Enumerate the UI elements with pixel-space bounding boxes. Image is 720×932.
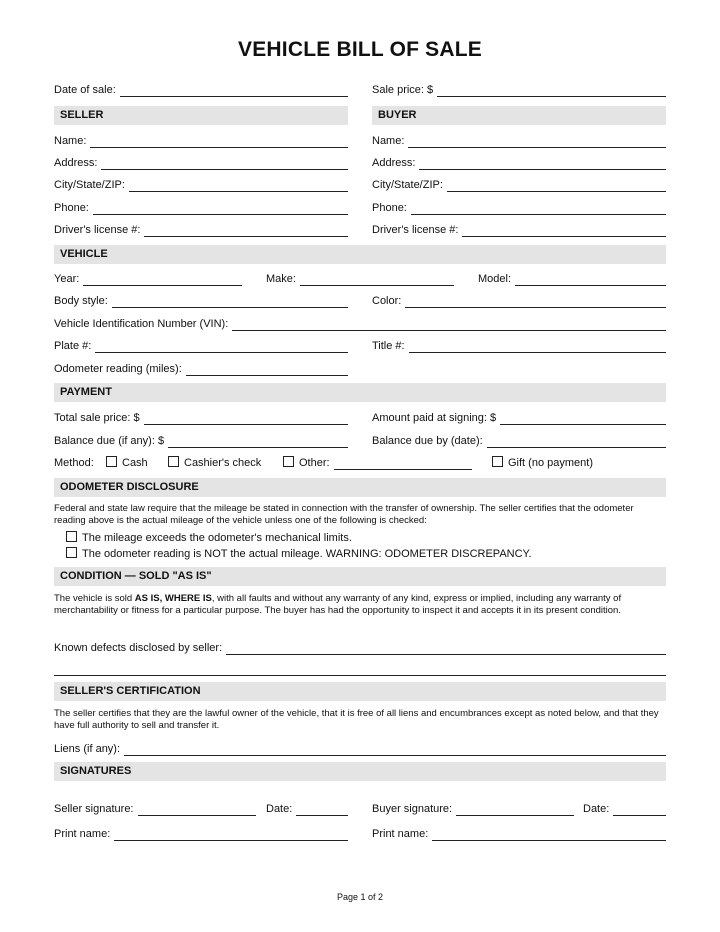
buyer-license-label: Driver's license #: xyxy=(372,224,459,236)
buyer-heading-bar xyxy=(372,106,666,125)
signatures-heading-bar xyxy=(54,762,666,781)
date-of-sale-label: Date of sale: xyxy=(54,84,116,96)
date-of-sale-line[interactable] xyxy=(120,85,348,97)
plate-title-row xyxy=(54,337,666,353)
amount-paid-line[interactable] xyxy=(500,413,666,425)
buyer-name-field[interactable] xyxy=(372,132,666,148)
liens-row xyxy=(54,740,666,756)
known-defects-line[interactable] xyxy=(226,643,666,655)
buyer-date-line[interactable] xyxy=(613,804,666,816)
seller-phone-line[interactable] xyxy=(93,203,348,215)
body-style-field[interactable] xyxy=(54,292,348,308)
seller-name-line[interactable] xyxy=(90,136,348,148)
year-label: Year: xyxy=(54,273,80,285)
seller-address-field[interactable] xyxy=(54,154,348,170)
buyer-date-field[interactable] xyxy=(583,800,666,816)
model-line[interactable] xyxy=(515,274,666,286)
known-defects-label: Known defects disclosed by seller: xyxy=(54,642,223,654)
seller-license-label: Driver's license #: xyxy=(54,224,141,236)
model-label: Model: xyxy=(478,273,512,285)
phone-row xyxy=(54,199,666,215)
balance-date-field[interactable] xyxy=(372,432,666,448)
vin-row xyxy=(54,315,666,331)
buyer-address-label: Address: xyxy=(372,157,416,169)
seller-address-line[interactable] xyxy=(101,158,348,170)
method-label-wrap xyxy=(54,454,94,470)
liens-line[interactable] xyxy=(124,744,666,756)
buyer-signature-field[interactable] xyxy=(372,800,574,816)
vin-field[interactable] xyxy=(54,315,666,331)
total-price-label: Total sale price: $ xyxy=(54,412,140,424)
signatures-heading: SIGNATURES xyxy=(60,765,132,777)
seller-heading: SELLER xyxy=(60,109,104,121)
seller-signature-field[interactable] xyxy=(54,800,256,816)
cashiers-check-checkbox[interactable] xyxy=(168,456,179,467)
balance-date-line[interactable] xyxy=(487,436,666,448)
name-row xyxy=(54,132,666,148)
seller-signature-label: Seller signature: xyxy=(54,803,134,815)
gift-option[interactable] xyxy=(492,454,612,470)
total-paid-row xyxy=(54,409,666,425)
model-field[interactable] xyxy=(478,270,666,286)
plate-line[interactable] xyxy=(95,341,348,353)
cashiers-check-label: Cashier's check xyxy=(184,457,262,469)
cash-checkbox[interactable] xyxy=(106,456,117,467)
address-row xyxy=(54,154,666,170)
vehicle-heading: VEHICLE xyxy=(60,248,108,260)
odometer-line[interactable] xyxy=(186,364,348,376)
year-field[interactable] xyxy=(54,270,242,286)
seller-city-field[interactable] xyxy=(54,176,348,192)
odometer-disclosure-text: Federal and state law require that the mileage be stated in connection with the transfer of ownership. The seller certifies that the odometer reading above is the actual mileage of the vehicle unless one of the following is checked: xyxy=(54,503,634,526)
city-row xyxy=(54,176,666,192)
certification-text: The seller certifies that they are the lawful owner of the vehicle, that it is free of all liens and encumbrances except as noted below, and that they have full authority to sell and transfer it. xyxy=(54,708,659,731)
condition-heading: CONDITION — SOLD "AS IS" xyxy=(60,570,212,582)
buyer-date-label: Date: xyxy=(583,803,610,815)
other-checkbox[interactable] xyxy=(283,456,294,467)
party-headings xyxy=(54,106,666,125)
color-label: Color: xyxy=(372,295,402,307)
seller-date-field[interactable] xyxy=(266,800,348,816)
vin-label: Vehicle Identification Number (VIN): xyxy=(54,318,229,330)
buyer-license-field[interactable] xyxy=(372,221,666,237)
seller-city-line[interactable] xyxy=(129,180,348,192)
buyer-heading: BUYER xyxy=(378,109,417,121)
seller-phone-label: Phone: xyxy=(54,202,89,214)
balance-due-line[interactable] xyxy=(168,436,348,448)
buyer-address-field[interactable] xyxy=(372,154,666,170)
document-title: VEHICLE BILL OF SALE xyxy=(238,38,482,61)
condition-text-post: , with all faults and without any warranty of any kind, express or implied, including any warranty of merchantability or fitness for a particular purpose. The buyer has had the opportunity to inspect it and accepts it in its present condition. xyxy=(54,593,622,616)
odometer-field[interactable] xyxy=(54,360,348,376)
bill-of-sale-page xyxy=(54,0,666,932)
year-make-model-row xyxy=(54,270,666,286)
buyer-name-label: Name: xyxy=(372,135,405,147)
condition-text-pre: The vehicle is sold xyxy=(54,593,135,604)
buyer-signature-label: Buyer signature: xyxy=(372,803,453,815)
seller-signature-line[interactable] xyxy=(138,804,257,816)
odometer-label: Odometer reading (miles): xyxy=(54,363,182,375)
seller-date-line[interactable] xyxy=(296,804,348,816)
odometer-heading-bar xyxy=(54,478,666,497)
print-name-row xyxy=(54,825,666,841)
balance-due-field[interactable] xyxy=(54,432,348,448)
buyer-signature-line[interactable] xyxy=(456,804,574,816)
known-defects-row xyxy=(54,639,666,655)
buyer-phone-field[interactable] xyxy=(372,199,666,215)
seller-name-label: Name: xyxy=(54,135,87,147)
not-actual-mileage-option[interactable] xyxy=(66,547,532,561)
seller-license-line[interactable] xyxy=(144,225,348,237)
other-line[interactable] xyxy=(334,458,472,470)
mileage-exceeds-label: The mileage exceeds the odometer's mechanical limits. xyxy=(82,532,352,544)
amount-paid-field[interactable] xyxy=(372,409,666,425)
buyer-address-line[interactable] xyxy=(419,158,666,170)
buyer-city-field[interactable] xyxy=(372,176,666,192)
body-color-row xyxy=(54,292,666,308)
gift-label: Gift (no payment) xyxy=(508,457,593,469)
license-row xyxy=(54,221,666,237)
gift-checkbox[interactable] xyxy=(492,456,503,467)
buyer-phone-line[interactable] xyxy=(411,203,666,215)
condition-heading-bar xyxy=(54,567,666,586)
buyer-print-name-field[interactable] xyxy=(372,825,666,841)
certification-heading: SELLER'S CERTIFICATION xyxy=(60,685,201,697)
method-label: Method: xyxy=(54,457,94,469)
seller-address-label: Address: xyxy=(54,157,98,169)
page-number: Page 1 of 2 xyxy=(336,892,384,902)
body-style-label: Body style: xyxy=(54,295,108,307)
make-field[interactable] xyxy=(266,270,454,286)
total-price-line[interactable] xyxy=(144,413,348,425)
date-of-sale-field[interactable] xyxy=(54,81,348,97)
other-option[interactable] xyxy=(283,454,472,470)
payment-method-row xyxy=(54,454,666,470)
sale-price-line[interactable] xyxy=(437,85,666,97)
make-line[interactable] xyxy=(300,274,454,286)
buyer-license-line[interactable] xyxy=(462,225,666,237)
cashiers-check-option[interactable] xyxy=(168,454,278,470)
liens-field[interactable] xyxy=(54,740,666,756)
buyer-phone-label: Phone: xyxy=(372,202,407,214)
year-line[interactable] xyxy=(83,274,242,286)
total-price-field[interactable] xyxy=(54,409,348,425)
vin-line[interactable] xyxy=(232,319,666,331)
balance-due-label: Balance due (if any): $ xyxy=(54,435,165,447)
title-number-field[interactable] xyxy=(372,337,666,353)
seller-print-name-label: Print name: xyxy=(54,828,111,840)
plate-label: Plate #: xyxy=(54,340,92,352)
seller-license-field[interactable] xyxy=(54,221,348,237)
make-label: Make: xyxy=(266,273,296,285)
known-defects-extra-line[interactable] xyxy=(54,675,666,676)
seller-date-label: Date: xyxy=(266,803,293,815)
seller-name-field[interactable] xyxy=(54,132,348,148)
odometer-disclosure-heading: ODOMETER DISCLOSURE xyxy=(60,481,199,493)
seller-phone-field[interactable] xyxy=(54,199,348,215)
sale-price-field[interactable] xyxy=(372,81,666,97)
as-is-emphasis: AS IS, WHERE IS xyxy=(134,593,212,604)
buyer-print-name-label: Print name: xyxy=(372,828,429,840)
seller-print-name-field[interactable] xyxy=(54,825,348,841)
color-field[interactable] xyxy=(372,292,666,308)
body-style-line[interactable] xyxy=(112,296,348,308)
signature-row xyxy=(54,800,666,816)
odometer-row xyxy=(54,360,666,376)
cash-label: Cash xyxy=(122,457,148,469)
sale-price-label: Sale price: $ xyxy=(372,84,434,96)
seller-print-name-line[interactable] xyxy=(114,829,348,841)
cash-option[interactable] xyxy=(106,454,166,470)
buyer-city-label: City/State/ZIP: xyxy=(372,179,443,191)
condition-text xyxy=(54,593,666,617)
title-number-label: Title #: xyxy=(372,340,405,352)
balance-row xyxy=(54,432,666,448)
amount-paid-label: Amount paid at signing: $ xyxy=(372,412,497,424)
buyer-name-line[interactable] xyxy=(408,136,666,148)
buyer-print-name-line[interactable] xyxy=(432,829,666,841)
mileage-exceeds-option[interactable] xyxy=(66,531,352,545)
not-actual-mileage-checkbox[interactable] xyxy=(66,547,77,558)
buyer-city-line[interactable] xyxy=(447,180,666,192)
seller-city-label: City/State/ZIP: xyxy=(54,179,125,191)
payment-heading-bar xyxy=(54,383,666,402)
certification-heading-bar xyxy=(54,682,666,701)
seller-heading-bar xyxy=(54,106,348,125)
payment-heading: PAYMENT xyxy=(60,386,112,398)
vehicle-heading-bar xyxy=(54,245,666,264)
other-label: Other: xyxy=(299,457,330,469)
liens-label: Liens (if any): xyxy=(54,743,121,755)
sale-header-row xyxy=(54,81,666,97)
color-line[interactable] xyxy=(405,296,666,308)
not-actual-mileage-label: The odometer reading is NOT the actual mileage. WARNING: ODOMETER DISCREPANCY. xyxy=(82,548,532,560)
mileage-exceeds-checkbox[interactable] xyxy=(66,531,77,542)
plate-field[interactable] xyxy=(54,337,348,353)
title-number-line[interactable] xyxy=(409,341,666,353)
known-defects-field[interactable] xyxy=(54,639,666,655)
balance-date-label: Balance due by (date): xyxy=(372,435,483,447)
